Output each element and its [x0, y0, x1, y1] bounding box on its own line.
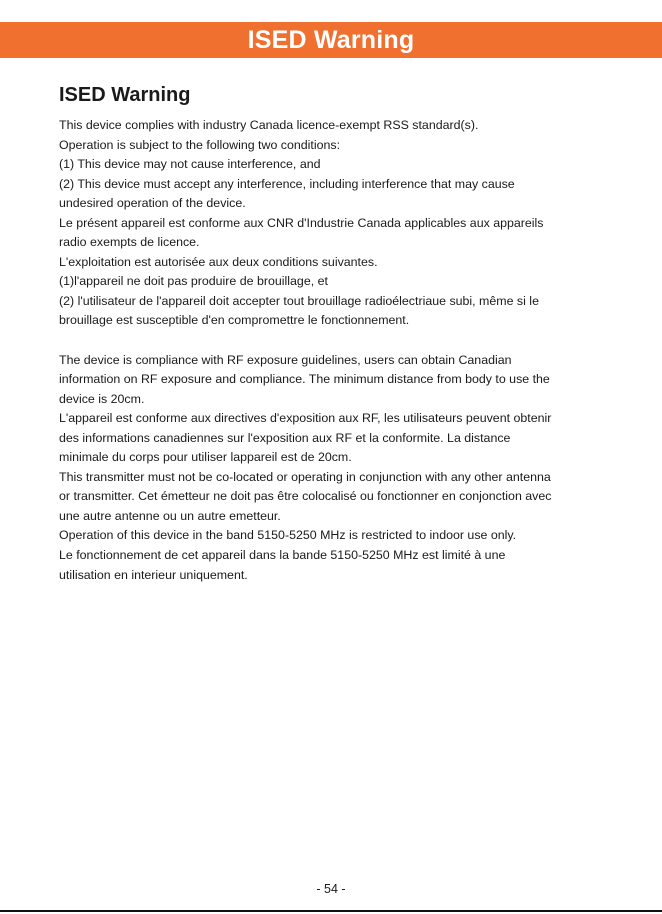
section-heading: ISED Warning	[59, 84, 191, 106]
title-banner	[0, 22, 662, 58]
text-line: (1) This device may not cause interference, and	[59, 157, 321, 172]
text-line: des informations canadiennes sur l'exposition aux RF et la conformite. La distance	[59, 430, 511, 445]
document-content	[59, 82, 604, 585]
text-line: Le présent appareil est conforme aux CNR d'Industrie Canada applicables aux appareils	[59, 215, 544, 230]
text-line: information on RF exposure and compliance. The minimum distance from body to use the	[59, 372, 550, 387]
text-line: The device is compliance with RF exposure guidelines, users can obtain Canadian	[59, 352, 512, 367]
text-line: minimale du corps pour utiliser lappareil est de 20cm.	[59, 450, 352, 465]
text-line: utilisation en interieur uniquement.	[59, 567, 248, 582]
text-line: une autre antenne ou un autre emetteur.	[59, 508, 281, 523]
paragraph-ised-conditions	[59, 116, 604, 331]
paragraph-gap	[59, 331, 604, 351]
text-line: radio exempts de licence.	[59, 235, 200, 250]
text-line: or transmitter. Cet émetteur ne doit pas être colocalisé ou fonctionner en conjonction avec	[59, 489, 552, 504]
text-line: undesired operation of the device.	[59, 196, 246, 211]
text-line: (2) l'utilisateur de l'appareil doit accepter tout brouillage radioélectriaue subi, même si le	[59, 293, 539, 308]
page-number: - 54 -	[316, 882, 346, 896]
text-line: brouillage est susceptible d'en compromettre le fonctionnement.	[59, 313, 410, 328]
text-line: Le fonctionnement de cet appareil dans la bande 5150-5250 MHz est limité à une	[59, 548, 506, 563]
text-line: (1)l'appareil ne doit pas produire de brouillage, et	[59, 274, 328, 289]
text-line: device is 20cm.	[59, 391, 145, 406]
text-line: L'exploitation est autorisée aux deux conditions suivantes.	[59, 254, 378, 269]
bottom-divider	[0, 910, 662, 912]
text-line: (2) This device must accept any interference, including interference that may cause	[59, 176, 515, 191]
text-line: Operation is subject to the following two conditions:	[59, 137, 341, 152]
paragraph-rf-exposure	[59, 351, 604, 586]
text-line: This transmitter must not be co-located or operating in conjunction with any other antenna	[59, 469, 551, 484]
text-line: This device complies with industry Canada licence-exempt RSS standard(s).	[59, 118, 479, 132]
text-line: Operation of this device in the band 5150-5250 MHz is restricted to indoor use only.	[59, 528, 517, 543]
text-line: L'appareil est conforme aux directives d'exposition aux RF, les utilisateurs peuvent obtenir	[59, 411, 552, 426]
banner-title: ISED Warning	[247, 25, 415, 54]
